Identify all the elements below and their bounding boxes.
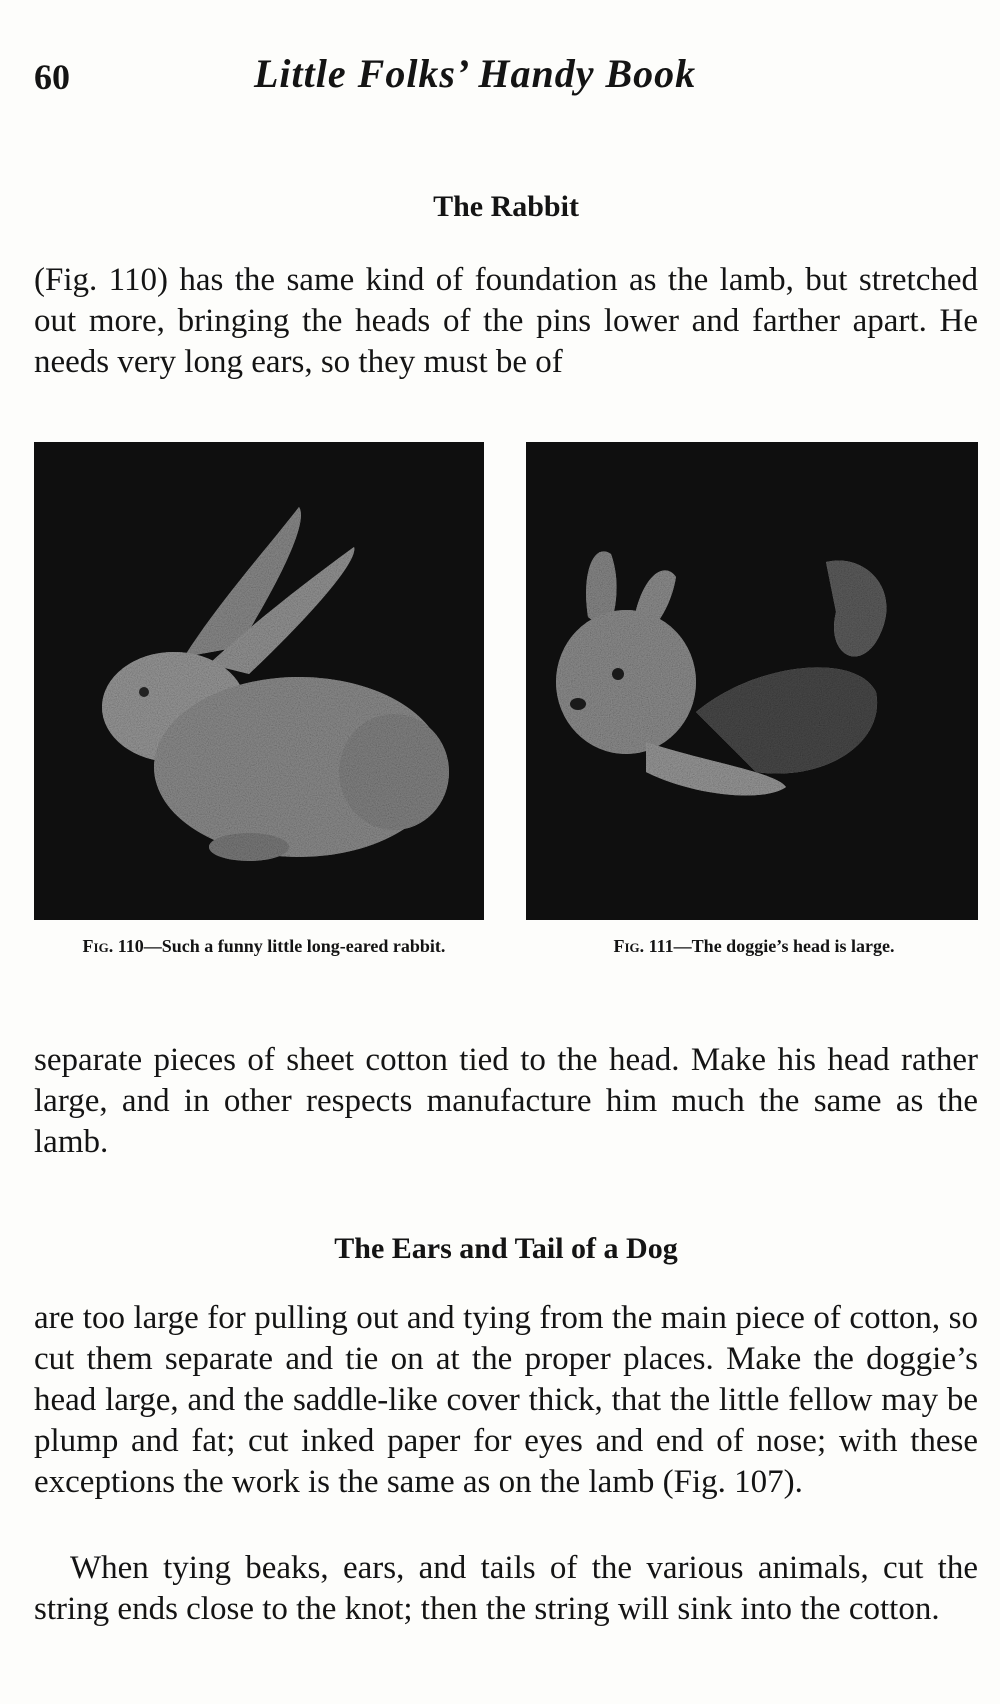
book-page	[34, 0, 978, 1704]
dog-paragraph-1: are too large for pulling out and tying from the main piece of cotton, so cut them separate and tie on at the proper places. Make the doggie’s head large, and the saddle-like cover thick, that the little fellow may be plump and fat; cut inked paper for eyes and end of nose; with these exceptions the work is the same as on the lamb (Fig. 107).	[34, 1300, 978, 1500]
figure-110-caption	[64, 936, 464, 956]
section-heading-dog: The Ears and Tail of a Dog	[334, 1232, 678, 1265]
book-title: Little Folks’ Handy Book	[254, 51, 697, 96]
figure-111-dog-photo	[526, 442, 978, 920]
figure-111-caption-text: —The doggie’s head is large.	[673, 936, 895, 956]
figure-110-caption-text: —Such a funny little long-eared rabbit.	[143, 936, 446, 956]
figure-111-label: Fig. 111	[613, 936, 674, 956]
figure-110-rabbit-photo	[34, 442, 484, 920]
dog-paragraph-2: When tying beaks, ears, and tails of the various animals, cut the string ends close to the knot; then the string will sink into the cotton.	[34, 1550, 978, 1627]
page-number: 60	[34, 57, 70, 97]
running-head	[34, 50, 978, 110]
rabbit-paragraph-1: (Fig. 110) has the same kind of foundation as the lamb, but stretched out more, bringing the heads of the pins lower and farther apart. He needs very long ears, so they must be of	[34, 262, 978, 380]
figure-111-caption	[544, 936, 964, 956]
section-heading-rabbit: The Rabbit	[433, 190, 579, 223]
rabbit-paragraph-2: separate pieces of sheet cotton tied to the head. Make his head rather large, and in other respects manufacture him much the same as the lamb.	[34, 1042, 978, 1160]
figure-110-label: Fig. 110	[82, 936, 144, 956]
